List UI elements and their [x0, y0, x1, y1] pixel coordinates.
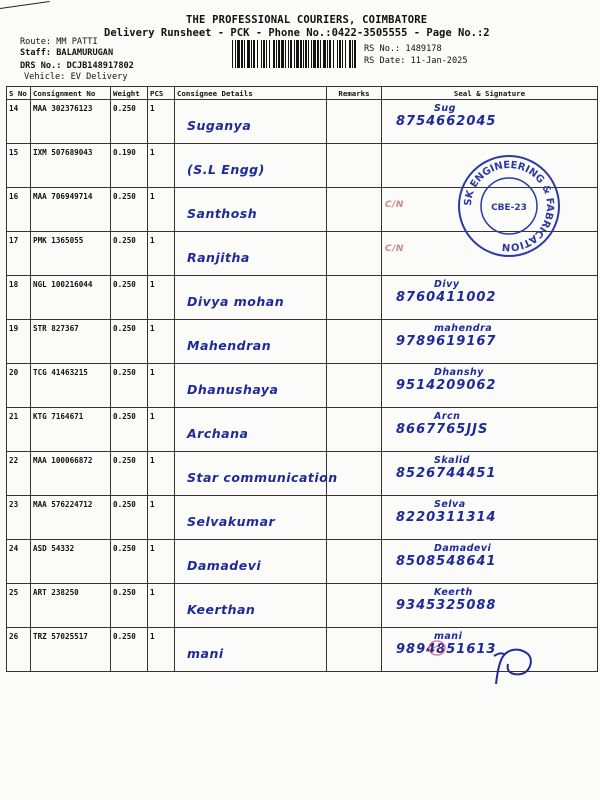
consignee-cell: [175, 144, 327, 188]
remarks-cell: [327, 144, 382, 188]
pcs-cell: 1: [148, 540, 175, 584]
remarks-cell: [327, 540, 382, 584]
remarks-cell: [327, 320, 382, 364]
signature-name: Selva: [434, 499, 466, 510]
consignment-no-cell: MAA 706949714: [31, 188, 111, 232]
signature-phone: 8508548641: [396, 554, 497, 569]
table-row: [7, 320, 598, 364]
remarks-cell: [327, 232, 404, 276]
pcs-cell: 1: [148, 408, 175, 452]
consignee-handwritten-name: Suganya: [187, 118, 252, 133]
consignee-handwritten-name: Damadevi: [187, 558, 262, 573]
signature-scribble: [488, 644, 548, 688]
company-title: THE PROFESSIONAL COURIERS, COIMBATORE: [186, 14, 428, 26]
remarks-cell: [327, 276, 382, 320]
rs-no-value: 1489178: [405, 44, 442, 54]
remarks-cell: [327, 452, 382, 496]
sno-cell: 20: [7, 364, 31, 408]
signature-cell: [382, 540, 598, 584]
signature-phone: 9894851613: [396, 642, 497, 657]
sno-cell: 14: [7, 100, 31, 144]
weight-cell: 0.250: [111, 496, 148, 540]
route-value: MM PATTI: [56, 37, 98, 47]
staff-label: Staff:: [20, 48, 52, 58]
signature-phone: 8667765JJS: [396, 422, 489, 437]
signature-name: Damadevi: [434, 543, 492, 554]
staff-line: [20, 48, 113, 58]
signature-name: Keerth: [434, 587, 473, 598]
signature-phone: 9514209062: [396, 378, 497, 393]
sno-cell: 25: [7, 584, 31, 628]
sno-cell: 15: [7, 144, 31, 188]
consignee-cell: [175, 584, 327, 628]
consignment-no-cell: ART 238250: [31, 584, 111, 628]
signature-phone: 8526744451: [396, 466, 497, 481]
consignee-cell: [175, 276, 327, 320]
signature-cell: [382, 364, 598, 408]
runsheet-title: Delivery Runsheet - PCK - Phone No.:0422-3505555 - Page No.:2: [104, 27, 490, 39]
consignee-cell: [175, 320, 327, 364]
table-row: [7, 364, 598, 408]
consignee-cell: [175, 408, 327, 452]
company-seal-stamp: [455, 152, 563, 260]
sno-cell: 26: [7, 628, 31, 672]
weight-cell: 0.250: [111, 364, 148, 408]
signature-name: mahendra: [434, 323, 493, 334]
remarks-cell: [327, 408, 382, 452]
signature-cell: [382, 584, 598, 628]
consignment-no-cell: MAA 100066872: [31, 452, 111, 496]
consignee-handwritten-name: mani: [187, 646, 224, 661]
weight-cell: 0.250: [111, 232, 148, 276]
consignee-handwritten-name: Selvakumar: [187, 514, 276, 529]
weight-cell: 0.190: [111, 144, 148, 188]
consignment-no-cell: PMK 1365055: [31, 232, 111, 276]
initial-circle-mark: [426, 638, 448, 658]
signature-phone: 8760411002: [396, 290, 497, 305]
vehicle-label: Vehicle:: [24, 72, 66, 82]
route-label: Route:: [20, 37, 52, 47]
pcs-cell: 1: [148, 496, 175, 540]
rs-date-label: RS Date:: [364, 56, 406, 66]
signature-name: Sug: [434, 103, 456, 114]
rs-no-label: RS No.:: [364, 44, 401, 54]
weight-cell: 0.250: [111, 628, 148, 672]
consignment-no-cell: MAA 302376123: [31, 100, 111, 144]
weight-cell: 0.250: [111, 452, 148, 496]
consignee-handwritten-name: (S.L Engg): [187, 162, 265, 177]
table-row: [7, 584, 598, 628]
consignee-cell: [175, 364, 327, 408]
pcs-cell: 1: [148, 144, 175, 188]
consignee-handwritten-name: Santhosh: [187, 206, 258, 221]
pcs-cell: 1: [148, 584, 175, 628]
consignee-handwritten-name: Keerthan: [187, 602, 256, 617]
page-edge-line: [0, 1, 50, 9]
consignment-no-cell: NGL 100216044: [31, 276, 111, 320]
table-row: [7, 452, 598, 496]
consignee-cell: [175, 540, 327, 584]
consignee-handwritten-name: Dhanushaya: [187, 382, 279, 397]
signature-phone: 9345325088: [396, 598, 497, 613]
consignee-cell: [175, 628, 327, 672]
consignee-handwritten-name: Ranjitha: [187, 250, 250, 265]
consignee-handwritten-name: Star communication: [187, 470, 338, 485]
col-header-consignee: Consignee Details: [175, 87, 327, 100]
consignee-cell: [175, 496, 327, 540]
table-row: [7, 408, 598, 452]
route-line: [20, 37, 98, 47]
pcs-cell: 1: [148, 276, 175, 320]
weight-cell: 0.250: [111, 320, 148, 364]
drs-line: [20, 61, 134, 71]
remarks-cell: [327, 364, 382, 408]
rs-date-value: 11-Jan-2025: [410, 56, 468, 66]
consignee-cell: [175, 232, 327, 276]
vehicle-line: [24, 72, 128, 82]
consignee-handwritten-name: Archana: [187, 426, 249, 441]
remark-handwritten: C/N: [385, 200, 404, 210]
sno-cell: 24: [7, 540, 31, 584]
table-row: [7, 276, 598, 320]
consignment-no-cell: KTG 7164671: [31, 408, 111, 452]
weight-cell: 0.250: [111, 188, 148, 232]
sno-cell: 16: [7, 188, 31, 232]
signature-cell: [382, 100, 598, 144]
col-header-sno: S No: [7, 87, 31, 100]
sno-cell: 19: [7, 320, 31, 364]
sno-cell: 17: [7, 232, 31, 276]
signature-name: Dhanshy: [434, 367, 484, 378]
drs-label: DRS No.:: [20, 61, 62, 71]
staff-value: BALAMURUGAN: [56, 48, 114, 58]
table-row: [7, 540, 598, 584]
pcs-cell: 1: [148, 100, 175, 144]
col-header-pcs: PCS: [148, 87, 175, 100]
stamp-center-text: CBE-23: [491, 203, 527, 213]
remarks-cell: [327, 188, 404, 232]
consignment-no-cell: IXM 507689043: [31, 144, 111, 188]
consignee-cell: [175, 188, 327, 232]
barcode-icon: [232, 40, 356, 68]
rs-date-line: [364, 56, 468, 66]
pcs-cell: 1: [148, 452, 175, 496]
drs-value: DCJB148917802: [66, 61, 134, 71]
consignee-cell: [175, 100, 327, 144]
signature-name: Skalid: [434, 455, 470, 466]
signature-cell: [382, 320, 598, 364]
signature-cell: [382, 496, 598, 540]
consignment-no-cell: TRZ 57025517: [31, 628, 111, 672]
pcs-cell: 1: [148, 232, 175, 276]
pcs-cell: 1: [148, 320, 175, 364]
sno-cell: 22: [7, 452, 31, 496]
remarks-cell: [327, 496, 382, 540]
table-row: [7, 496, 598, 540]
weight-cell: 0.250: [111, 408, 148, 452]
table-row: [7, 100, 598, 144]
signature-name: Arcn: [434, 411, 461, 422]
consignment-no-cell: TCG 41463215: [31, 364, 111, 408]
signature-phone: 8220311314: [396, 510, 497, 525]
pcs-cell: 1: [148, 628, 175, 672]
col-header-consignment: Consignment No: [31, 87, 111, 100]
sno-cell: 18: [7, 276, 31, 320]
consignee-handwritten-name: Mahendran: [187, 338, 272, 353]
pcs-cell: 1: [148, 188, 175, 232]
pcs-cell: 1: [148, 364, 175, 408]
signature-cell: [382, 408, 598, 452]
vehicle-value: EV Delivery: [70, 72, 128, 82]
sno-cell: 23: [7, 496, 31, 540]
signature-cell: [382, 452, 598, 496]
consignee-cell: [175, 452, 338, 496]
consignment-no-cell: MAA 576224712: [31, 496, 111, 540]
weight-cell: 0.250: [111, 276, 148, 320]
signature-phone: 8754662045: [396, 114, 497, 129]
remarks-cell: [327, 100, 382, 144]
signature-name: mani: [434, 631, 463, 642]
signature-phone: 9789619167: [396, 334, 497, 349]
signature-name: Divy: [434, 279, 460, 290]
col-header-remarks: Remarks: [327, 87, 382, 100]
remarks-cell: [327, 628, 382, 672]
signature-cell: [382, 276, 598, 320]
consignee-handwritten-name: Divya mohan: [187, 294, 285, 309]
weight-cell: 0.250: [111, 540, 148, 584]
col-header-signature: Seal & Signature: [382, 87, 598, 100]
consignment-no-cell: ASD 54332: [31, 540, 111, 584]
sno-cell: 21: [7, 408, 31, 452]
weight-cell: 0.250: [111, 100, 148, 144]
consignment-no-cell: STR 827367: [31, 320, 111, 364]
stamp-ring-text: SK ENGINEERING & FABRICATION: [462, 159, 556, 253]
table-header-row: [7, 87, 598, 100]
remarks-cell: [327, 584, 382, 628]
col-header-weight: Weight: [111, 87, 148, 100]
rs-no-line: [364, 44, 442, 54]
weight-cell: 0.250: [111, 584, 148, 628]
remark-handwritten: C/N: [385, 244, 404, 254]
